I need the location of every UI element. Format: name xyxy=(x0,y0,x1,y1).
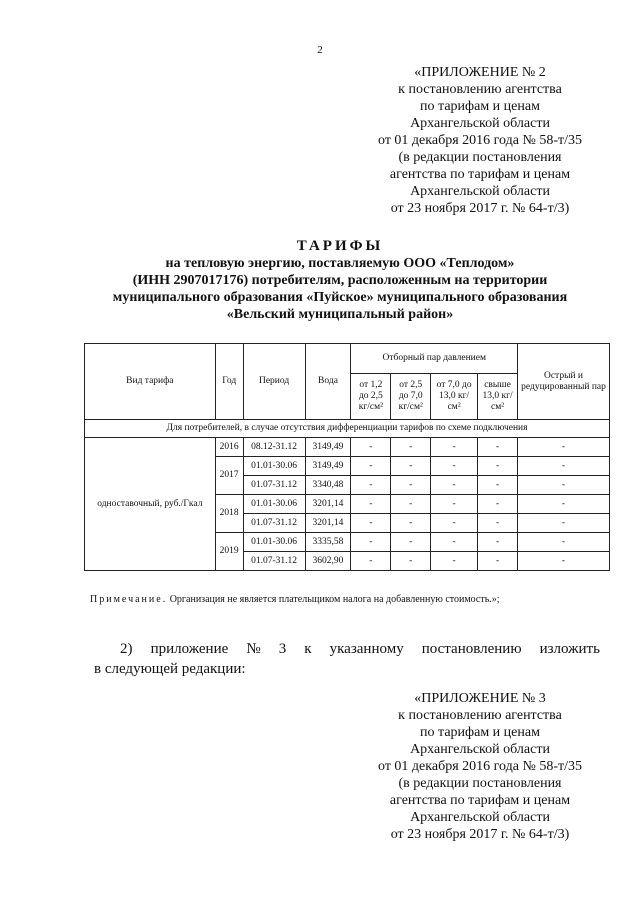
water-cell: 3340,48 xyxy=(305,476,351,495)
dash-cell: - xyxy=(351,457,391,476)
water-cell: 3201,14 xyxy=(305,495,351,514)
appendix-line: к постановлению агентства xyxy=(398,82,562,97)
dash-cell: - xyxy=(431,533,478,552)
dash-cell: - xyxy=(351,495,391,514)
appendix-line: (в редакции постановления xyxy=(398,776,562,791)
dash-cell: - xyxy=(478,495,518,514)
dash-cell: - xyxy=(431,552,478,571)
appendix-line: от 01 декабря 2016 года № 58-т/35 xyxy=(378,759,582,774)
dash-cell: - xyxy=(391,495,431,514)
header-steam-col: от 1,2 до 2,5 кг/см² xyxy=(351,374,391,420)
appendix-line: Архангельской области xyxy=(410,742,550,757)
dash-cell: - xyxy=(351,514,391,533)
dash-cell: - xyxy=(478,514,518,533)
dash-cell: - xyxy=(431,438,478,457)
header-steam-group: Отборный пар давлением xyxy=(351,344,518,374)
appendix-line: (в редакции постановления xyxy=(398,150,562,165)
year-cell: 2016 xyxy=(215,438,243,457)
year-cell: 2017 xyxy=(215,457,243,495)
paragraph-word: указанному xyxy=(329,641,404,657)
period-cell: 01.07-31.12 xyxy=(243,476,305,495)
paragraph-word: 2) xyxy=(120,641,133,657)
dash-cell: - xyxy=(518,514,610,533)
appendix-line: к постановлению агентства xyxy=(398,708,562,723)
period-cell: 01.07-31.12 xyxy=(243,552,305,571)
appendix-line: агентства по тарифам и ценам xyxy=(389,793,571,808)
header-steam-col: от 2,5 до 7,0 кг/см² xyxy=(391,374,431,420)
appendix-line: от 23 ноября 2017 г. № 64-т/3) xyxy=(390,201,570,216)
header-sharp-steam: Острый и редуцированный пар xyxy=(518,344,610,420)
header-year: Год xyxy=(215,344,243,420)
table-row xyxy=(85,438,610,457)
period-cell: 01.01-30.06 xyxy=(243,457,305,476)
dash-cell: - xyxy=(431,476,478,495)
period-cell: 01.01-30.06 xyxy=(243,495,305,514)
title-line: «Вельский муниципальный район» xyxy=(226,307,454,322)
water-cell: 3602,90 xyxy=(305,552,351,571)
title-main: ТАРИФЫ xyxy=(296,238,384,254)
header-tariff-type: Вид тарифа xyxy=(85,344,216,420)
dash-cell: - xyxy=(391,438,431,457)
appendix-line: по тарифам и ценам xyxy=(420,99,540,114)
dash-cell: - xyxy=(351,476,391,495)
year-cell: 2018 xyxy=(215,495,243,533)
header-water: Вода xyxy=(305,344,351,420)
header-steam-col: свыше 13,0 кг/см² xyxy=(478,374,518,420)
dash-cell: - xyxy=(351,438,391,457)
dash-cell: - xyxy=(518,476,610,495)
dash-cell: - xyxy=(391,514,431,533)
header-period: Период xyxy=(243,344,305,420)
dash-cell: - xyxy=(431,495,478,514)
note-text: Организация не является плательщиком налога на добавленную стоимость.»; xyxy=(169,594,500,605)
dash-cell: - xyxy=(518,552,610,571)
appendix-3-header xyxy=(330,690,630,843)
appendix-line: по тарифам и ценам xyxy=(420,725,540,740)
dash-cell: - xyxy=(391,533,431,552)
paragraph-word: 3 xyxy=(278,641,287,657)
paragraph-line-1 xyxy=(120,639,600,659)
appendix-line: «ПРИЛОЖЕНИЕ № 3 xyxy=(414,691,546,706)
title-line: муниципального образования «Пуйское» муниципального образования xyxy=(112,290,568,305)
section-label: Для потребителей, в случае отсутствия дифференциации тарифов по схеме подключения xyxy=(85,420,610,438)
appendix-line: Архангельской области xyxy=(410,810,550,825)
note-label: Примечание. xyxy=(90,594,168,605)
dash-cell: - xyxy=(391,457,431,476)
dash-cell: - xyxy=(518,457,610,476)
year-cell: 2019 xyxy=(215,533,243,571)
paragraph-word: изложить xyxy=(539,641,600,657)
period-cell: 01.07-31.12 xyxy=(243,514,305,533)
paragraph-word: приложение xyxy=(150,641,229,657)
page-number: 2 xyxy=(317,44,323,56)
appendix-line: от 01 декабря 2016 года № 58-т/35 xyxy=(378,133,582,148)
title-line: (ИНН 2907017176) потребителям, расположенным на территории xyxy=(132,273,548,288)
water-cell: 3335,58 xyxy=(305,533,351,552)
document-title xyxy=(40,238,640,323)
dash-cell: - xyxy=(518,438,610,457)
dash-cell: - xyxy=(478,476,518,495)
period-cell: 08.12-31.12 xyxy=(243,438,305,457)
dash-cell: - xyxy=(478,438,518,457)
appendix-2-header xyxy=(330,64,630,217)
paragraph-word: к xyxy=(304,641,312,657)
dash-cell: - xyxy=(391,552,431,571)
dash-cell: - xyxy=(351,533,391,552)
dash-cell: - xyxy=(518,495,610,514)
paragraph-word: № xyxy=(246,641,261,657)
dash-cell: - xyxy=(431,457,478,476)
water-cell: 3149,49 xyxy=(305,457,351,476)
dash-cell: - xyxy=(518,533,610,552)
dash-cell: - xyxy=(391,476,431,495)
dash-cell: - xyxy=(431,514,478,533)
dash-cell: - xyxy=(478,533,518,552)
dash-cell: - xyxy=(478,457,518,476)
appendix-line: от 23 ноября 2017 г. № 64-т/3) xyxy=(390,827,570,842)
tariffs-table xyxy=(84,343,610,571)
amendment-paragraph xyxy=(94,639,600,679)
water-cell: 3201,14 xyxy=(305,514,351,533)
table-note xyxy=(90,593,600,607)
paragraph-word: постановлению xyxy=(421,641,522,657)
dash-cell: - xyxy=(478,552,518,571)
water-cell: 3149,49 xyxy=(305,438,351,457)
appendix-line: Архангельской области xyxy=(410,184,550,199)
header-steam-col: от 7,0 до 13,0 кг/см² xyxy=(431,374,478,420)
dash-cell: - xyxy=(351,552,391,571)
appendix-line: «ПРИЛОЖЕНИЕ № 2 xyxy=(414,65,546,80)
paragraph-line-2: в следующей редакции: xyxy=(94,661,246,677)
period-cell: 01.01-30.06 xyxy=(243,533,305,552)
appendix-line: агентства по тарифам и ценам xyxy=(389,167,571,182)
appendix-line: Архангельской области xyxy=(410,116,550,131)
title-line: на тепловую энергию, поставляемую ООО «Теплодом» xyxy=(165,256,515,271)
tariff-name: одноставочный, руб./Гкал xyxy=(85,438,216,571)
